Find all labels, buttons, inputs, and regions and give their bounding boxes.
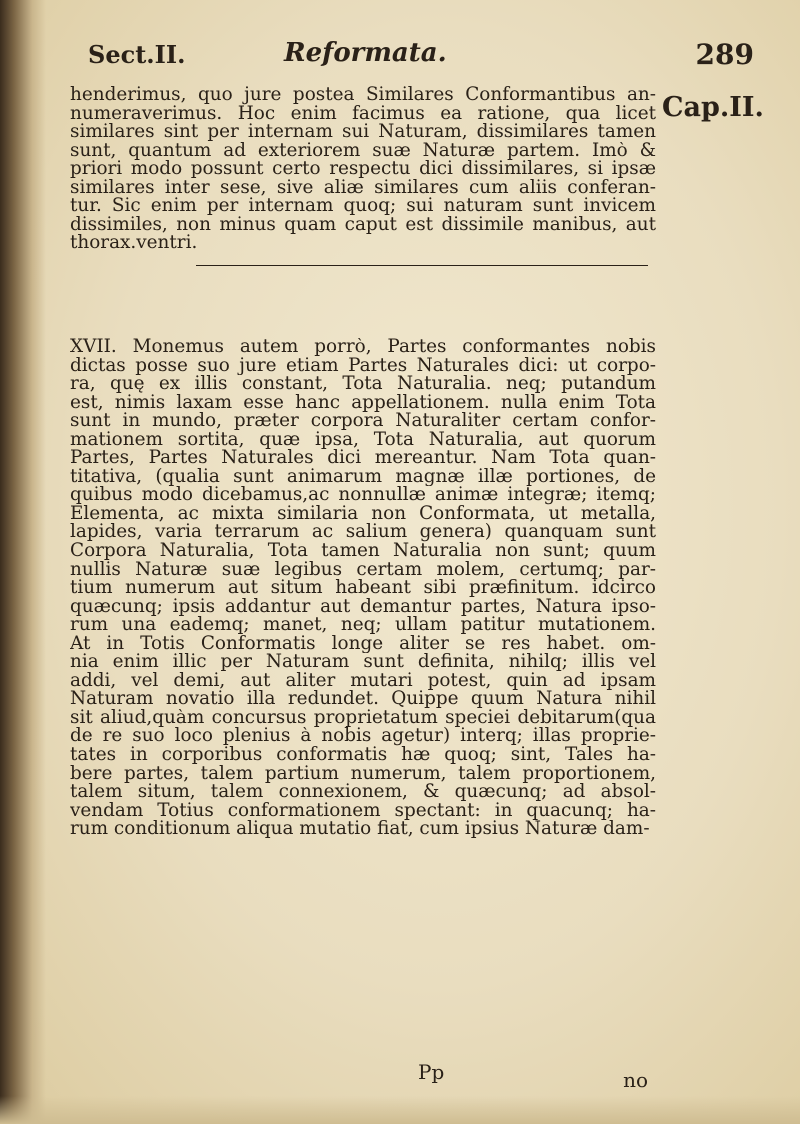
page-number: 289 — [695, 38, 754, 71]
text-line: tium numerum aut situm habeant sibi præfinitum. idcirco — [70, 579, 656, 598]
running-header — [88, 36, 768, 76]
binding-shadow — [0, 0, 46, 1124]
text-line: sit aliud,quàm concursus proprietatum speciei debitarum(qua — [70, 708, 656, 728]
text-line: tates in corporibus conformatis hæ quoq; sint, Tales ha- — [70, 746, 656, 765]
text-line: ra, quę ex illis constant, Tota Naturalia. neq; putandum — [70, 375, 656, 394]
text-line: de re suo loco plenius à nobis agetur) interq; illas proprie- — [70, 727, 656, 747]
text-line: henderimus, quo jure postea Similares Conformantibus an- — [70, 86, 656, 105]
text-line: similares inter sese, sive aliæ similares cum aliis conferan- — [70, 178, 656, 198]
text-line: mationem sortita, quæ ipsa, Tota Naturalia, aut quorum — [70, 430, 656, 450]
text-line: nia enim illic per Naturam sunt definita, nihilq; illis vel — [70, 653, 656, 672]
text-line: XVII. Monemus autem porrò, Partes conformantes nobis — [70, 338, 656, 357]
text-line: tur. Sic enim per internam quoq; sui naturam sunt invicem — [70, 197, 656, 216]
text-line: priori modo possunt certo respectu dici dissimilares, si ipsæ — [70, 160, 656, 179]
text-line: Corpora Naturalia, Tota tamen Naturalia non sunt; quum — [70, 542, 656, 561]
paragraph-continuation — [70, 86, 656, 253]
text-line: addi, vel demi, aut aliter mutari potest, quin ad ipsam — [70, 671, 656, 691]
text-line: Partes, Partes Naturales dici mereantur. Nam Tota quan- — [70, 449, 656, 468]
text-line: thorax.ventri. — [70, 234, 198, 253]
text-line: similares sint per internam sui Naturam, dissimilares tamen — [70, 123, 656, 142]
section-label: Sect.II. — [88, 40, 186, 69]
text-line: nullis Naturæ suæ legibus certam molem, certumq; par- — [70, 560, 656, 580]
text-line: Elementa, ac mixta similaria non Conformata, ut metalla, — [70, 504, 656, 524]
text-line: quibus modo dicebamus,ac nonnullæ animæ integræ; itemq; — [70, 486, 656, 505]
page-footer — [88, 1060, 648, 1090]
running-title: Reformata. — [284, 38, 447, 68]
text-line: rum conditionum aliqua mutatio fiat, cum ipsius Naturæ dam- — [70, 820, 650, 839]
text-line: numeraverimus. Hoc enim facimus ea ratione, qua licet — [70, 104, 656, 124]
text-line: est, nimis laxam esse hanc appellationem. nulla enim Tota — [70, 393, 656, 413]
catchword: no — [623, 1068, 648, 1092]
text-line: sunt in mundo, præter corpora Naturaliter certam confor- — [70, 412, 656, 431]
text-line: quæcunq; ipsis addantur aut demantur partes, Natura ipso- — [70, 597, 656, 617]
text-line: dictas posse suo jure etiam Partes Naturales dici: ut corpo- — [70, 356, 656, 376]
text-line: vendam Totius conformationem spectant: in quacunq; ha- — [70, 801, 656, 821]
page-bottom-edge — [0, 1096, 800, 1124]
text-line: talem situm, talem connexionem, & quæcunq; ad absol- — [70, 783, 656, 802]
text-line: titativa, (qualia sunt animarum magnæ illæ portiones, de — [70, 467, 656, 487]
signature-mark: Pp — [418, 1060, 445, 1084]
text-line: dissimiles, non minus quam caput est dissimile manibus, aut — [70, 215, 656, 235]
text-line: rum una eademq; manet, neq; ullam patitur mutationem. — [70, 616, 656, 635]
underline-rule — [196, 265, 648, 266]
chapter-margin-note: Cap.II. — [662, 92, 764, 123]
text-line: Naturam novatio illa redundet. Quippe quum Natura nihil — [70, 690, 656, 709]
text-line: lapides, varia terrarum ac salium genera) quanquam sunt — [70, 523, 656, 543]
text-line: bere partes, talem partium numerum, talem proportionem, — [70, 764, 656, 784]
paragraph-xvii — [70, 338, 656, 839]
text-line: sunt, quantum ad exteriorem suæ Naturæ partem. Imò & — [70, 141, 656, 161]
text-line: At in Totis Conformatis longe aliter se res habet. om- — [70, 634, 656, 654]
